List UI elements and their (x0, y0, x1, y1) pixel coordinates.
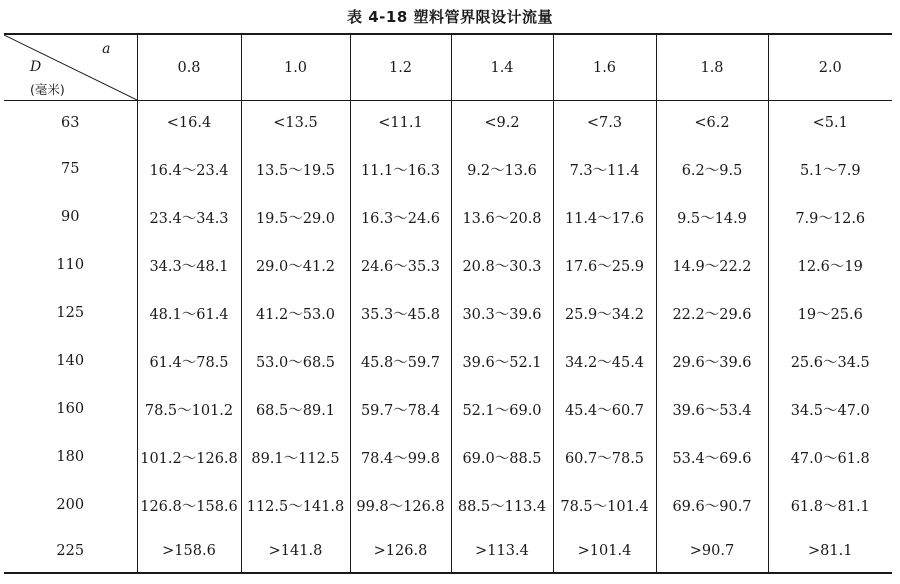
flow-range-cell: 19～25.6 (768, 289, 892, 337)
flow-range-cell: 11.4～17.6 (553, 193, 656, 241)
flow-range-cell: 52.1～69.0 (451, 385, 553, 433)
flow-range-cell: 14.9～22.2 (656, 241, 768, 289)
row-diameter-cell: 90 (61, 209, 80, 225)
row-diameter-cell: 225 (56, 542, 85, 559)
table-row (4, 101, 892, 146)
table-row (4, 145, 892, 193)
flow-range-cell: 23.4～34.3 (137, 193, 241, 241)
flow-range-cell: 9.2～13.6 (451, 145, 553, 193)
flow-range-cell: 35.3～45.8 (350, 289, 451, 337)
flow-range-cell: 13.6～20.8 (451, 193, 553, 241)
flow-range-cell: >141.8 (241, 529, 350, 573)
flow-range-cell: <16.4 (137, 101, 241, 146)
corner-header-cell (4, 34, 137, 101)
flow-range-cell: 61.8～81.1 (768, 481, 892, 529)
row-diameter-cell: 160 (56, 401, 85, 417)
flow-range-cell: 16.4～23.4 (137, 145, 241, 193)
flow-range-cell: 69.0～88.5 (451, 433, 553, 481)
table-row (4, 337, 892, 385)
row-diameter-cell: 200 (56, 497, 85, 513)
row-diameter-cell: 110 (56, 257, 85, 273)
flow-range-cell: 101.2～126.8 (137, 433, 241, 481)
diagonal-divider (4, 35, 137, 100)
flow-range-cell: 34.5～47.0 (768, 385, 892, 433)
table-title: 表 4-18 塑料管界限设计流量 (347, 8, 553, 26)
flow-range-cell: 78.5～101.2 (137, 385, 241, 433)
flow-range-cell: >101.4 (553, 529, 656, 573)
flow-range-cell: 78.5～101.4 (553, 481, 656, 529)
table-row (4, 241, 892, 289)
table-row (4, 433, 892, 481)
column-variable-label: a (102, 41, 111, 57)
flow-range-cell: 22.2～29.6 (656, 289, 768, 337)
flow-range-cell: 45.4～60.7 (553, 385, 656, 433)
flow-range-cell: 19.5～29.0 (241, 193, 350, 241)
flow-range-cell: 45.8～59.7 (350, 337, 451, 385)
flow-range-cell: 16.3～24.6 (350, 193, 451, 241)
flow-range-cell: 126.8～158.6 (137, 481, 241, 529)
flow-range-cell: 88.5～113.4 (451, 481, 553, 529)
table-row (4, 529, 892, 573)
column-header: 1.8 (656, 34, 768, 101)
flow-range-cell: 61.4～78.5 (137, 337, 241, 385)
flow-range-cell: >158.6 (137, 529, 241, 573)
column-header: 1.0 (241, 34, 350, 101)
flow-range-cell: 24.6～35.3 (350, 241, 451, 289)
flow-range-cell: <13.5 (241, 101, 350, 146)
table-body (4, 101, 892, 574)
table-row (4, 481, 892, 529)
flow-range-cell: 53.4～69.6 (656, 433, 768, 481)
column-header: 1.2 (350, 34, 451, 101)
flow-range-cell: 29.6～39.6 (656, 337, 768, 385)
flow-range-cell: 13.5～19.5 (241, 145, 350, 193)
table-row (4, 193, 892, 241)
table-row (4, 289, 892, 337)
flow-range-cell: 25.9～34.2 (553, 289, 656, 337)
row-unit-label: (毫米) (30, 82, 65, 97)
row-diameter-cell: 63 (61, 115, 80, 131)
table-row (4, 385, 892, 433)
flow-range-cell: 41.2～53.0 (241, 289, 350, 337)
flow-range-cell: 53.0～68.5 (241, 337, 350, 385)
flow-range-cell: 30.3～39.6 (451, 289, 553, 337)
flow-range-cell: 6.2～9.5 (656, 145, 768, 193)
column-header: 1.4 (451, 34, 553, 101)
flow-range-cell: >90.7 (656, 529, 768, 573)
flow-range-cell: <9.2 (451, 101, 553, 146)
flow-range-cell: 60.7～78.5 (553, 433, 656, 481)
row-diameter-cell: 140 (56, 353, 85, 369)
row-variable-label: D (30, 59, 42, 75)
column-header: 0.8 (137, 34, 241, 101)
flow-range-cell: 29.0～41.2 (241, 241, 350, 289)
flow-range-cell: 69.6～90.7 (656, 481, 768, 529)
flow-range-cell: 20.8～30.3 (451, 241, 553, 289)
header-row (4, 34, 892, 101)
flow-range-cell: 48.1～61.4 (137, 289, 241, 337)
flow-range-cell: 59.7～78.4 (350, 385, 451, 433)
flow-range-cell: 9.5～14.9 (656, 193, 768, 241)
flow-range-cell: <6.2 (656, 101, 768, 146)
row-diameter-cell: 180 (56, 449, 85, 465)
flow-range-cell: >113.4 (451, 529, 553, 573)
flow-range-cell: 7.9～12.6 (768, 193, 892, 241)
flow-range-cell: 39.6～52.1 (451, 337, 553, 385)
flow-range-cell: <11.1 (350, 101, 451, 146)
flow-range-cell: 112.5～141.8 (241, 481, 350, 529)
flow-range-cell: 17.6～25.9 (553, 241, 656, 289)
flow-range-cell: 39.6～53.4 (656, 385, 768, 433)
flow-range-cell: 68.5～89.1 (241, 385, 350, 433)
flow-range-cell: 25.6～34.5 (768, 337, 892, 385)
flow-range-cell: 47.0～61.8 (768, 433, 892, 481)
flow-range-cell: 34.3～48.1 (137, 241, 241, 289)
flow-range-cell: 7.3～11.4 (553, 145, 656, 193)
column-header: 1.6 (553, 34, 656, 101)
flow-range-cell: 78.4～99.8 (350, 433, 451, 481)
flow-range-cell: >126.8 (350, 529, 451, 573)
row-diameter-cell: 125 (56, 305, 85, 321)
flow-range-cell: 99.8～126.8 (350, 481, 451, 529)
row-diameter-cell: 75 (61, 161, 80, 177)
flow-range-cell: 11.1～16.3 (350, 145, 451, 193)
flow-range-cell: <5.1 (768, 101, 892, 146)
flow-limit-table (4, 33, 892, 574)
flow-range-cell: 5.1～7.9 (768, 145, 892, 193)
flow-range-cell: <7.3 (553, 101, 656, 146)
flow-range-cell: 89.1～112.5 (241, 433, 350, 481)
flow-range-cell: 12.6～19 (768, 241, 892, 289)
column-header: 2.0 (768, 34, 892, 101)
flow-range-cell: 34.2～45.4 (553, 337, 656, 385)
flow-range-cell: >81.1 (768, 529, 892, 573)
